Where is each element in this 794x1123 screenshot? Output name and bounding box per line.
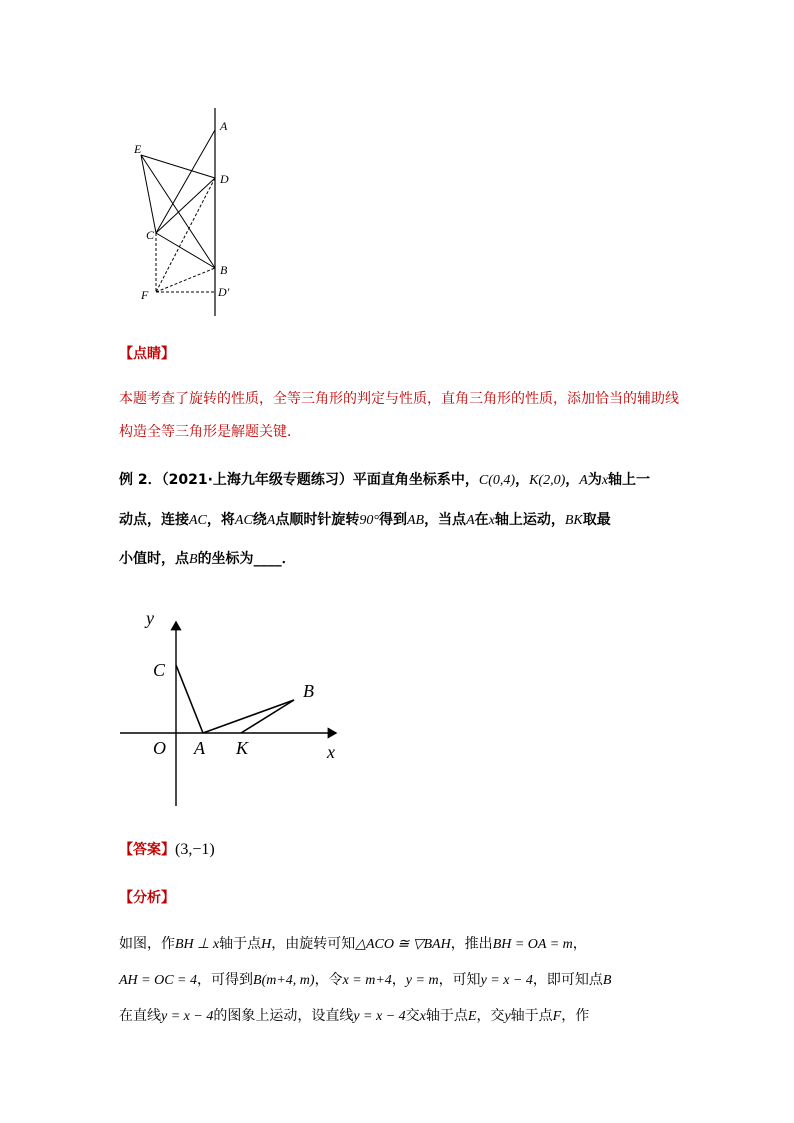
analysis-heading: 【分析】 bbox=[119, 890, 175, 906]
dashed-DF bbox=[156, 178, 215, 292]
label-O: O bbox=[153, 738, 166, 758]
example-line-1: 例 2．（2021·上海九年级专题练习）平面直角坐标系中，C(0,4)，K(2,0)，A为x轴上一 bbox=[119, 472, 651, 488]
segment-ED bbox=[141, 155, 215, 178]
label-F: F bbox=[141, 288, 149, 302]
label-A: A bbox=[194, 738, 205, 758]
answer-line bbox=[119, 840, 215, 860]
answer-blank: ____ bbox=[253, 551, 282, 567]
geometry-figure-1 bbox=[125, 100, 255, 325]
label-E: E bbox=[134, 142, 142, 156]
dianjing-line-1: 本题考查了旋转的性质，全等三角形的判定与性质，直角三角形的性质，添加恰当的辅助线 bbox=[119, 391, 679, 407]
dianjing-heading: 【点睛】 bbox=[119, 346, 175, 362]
segment-CD bbox=[156, 178, 215, 233]
dianjing-line-2: 构造全等三角形是解题关键． bbox=[119, 424, 301, 440]
coordinate-figure-2 bbox=[115, 600, 350, 810]
label-y: y bbox=[146, 608, 154, 628]
label-D-prime: D′ bbox=[218, 285, 230, 299]
label-C: C bbox=[146, 228, 155, 242]
example-line-2: 动点，连接AC，将AC绕A点顺时针旋转90°得到AB，当点A在x轴上运动，BK取最 bbox=[119, 512, 611, 528]
answer-heading: 【答案】 bbox=[119, 842, 175, 858]
analysis-line-3: 在直线y = x − 4的图象上运动，设直线y = x − 4交x轴于点E，交y轴于点F，作 bbox=[119, 1008, 590, 1024]
label-A: A bbox=[220, 119, 228, 133]
analysis-line-2: AH = OC = 4，可得到B(m+4, m)，令x = m+4，y = m，可知y = x − 4，即可知点B bbox=[119, 972, 612, 988]
dashed-FB bbox=[156, 268, 215, 292]
label-K: K bbox=[236, 738, 249, 758]
answer-value: (3,−1) bbox=[175, 841, 215, 858]
label-C: C bbox=[153, 660, 166, 680]
label-B: B bbox=[303, 681, 314, 701]
analysis-line-1: 如图，作BH ⊥ x轴于点H，由旋转可知△ACO ≅ ▽BAH，推出BH = OA = m， bbox=[119, 936, 587, 952]
segment-CA bbox=[176, 665, 203, 733]
label-x: x bbox=[327, 742, 335, 762]
label-D: D bbox=[220, 172, 229, 186]
label-B: B bbox=[220, 263, 228, 277]
segment-CB bbox=[156, 233, 215, 268]
segment-CA bbox=[156, 130, 215, 233]
example-line-3: 小值时，点B的坐标为____． bbox=[119, 551, 296, 567]
